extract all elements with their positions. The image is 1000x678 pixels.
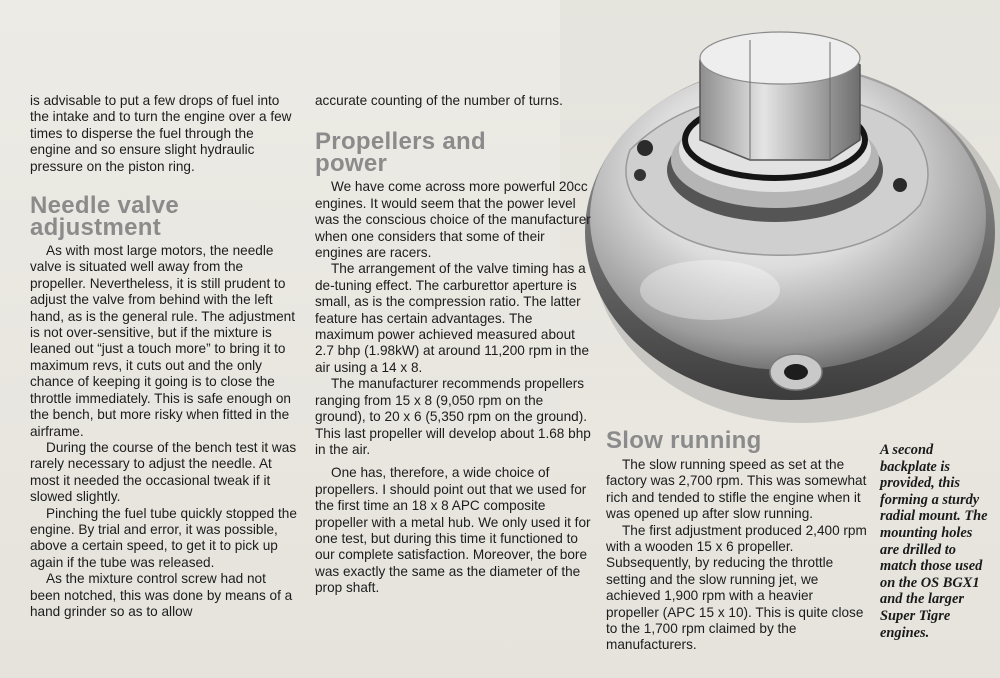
paragraph: The arrangement of the valve timing has a de-tuning effect. The carburettor aperture is small, as is the compression ratio. The latter feature has certain advantages. The maximum power achieved measured about 2.7 bhp (1.98kW) at around 11,200 rpm in the air using a 14 x 8.	[315, 261, 590, 375]
paragraph: One has, therefore, a wide choice of propellers. I should point out that we used for the first time an 18 x 8 APC composite propeller with a metal hub. We only used it for one test, but during this time it functioned to our complete satisfaction. Moreover, the bore was exactly the same as the diameter of the prop shaft.	[315, 465, 591, 596]
paragraph: We have come across more powerful 20cc engines. It would seem that the power level was the conscious choice of the manufacturer when one considers that some of their engines are racers.	[315, 179, 591, 261]
text-column-2	[315, 93, 595, 597]
photo-caption: A second backplate is provided, this forming a sturdy radial mount. The mounting holes are drilled to match those used on the OS BGX1 and the larger Super Tigre engines.	[880, 442, 988, 641]
paragraph: The slow running speed as set at the factory was 2,700 rpm. This was somewhat rich and tended to stifle the engine when it was opened up after slow running.	[606, 457, 867, 522]
mounting-hole	[893, 178, 907, 192]
mounting-hole	[637, 140, 653, 156]
paragraph: As the mixture control screw had not been notched, this was done by means of a hand grinder so as to allow	[30, 571, 293, 619]
text-column-3	[606, 427, 868, 654]
paragraph: The first adjustment produced 2,400 rpm with a wooden 15 x 6 propeller. Subsequently, by reducing the throttle setting and the slow running jet, we achieved 1,900 rpm with a heavier propeller (APC 15 x 10). This is quite close to the 1,700 rpm claimed by the manufacturers.	[606, 522, 867, 653]
text-column-1	[30, 93, 298, 620]
heading-needle-valve: Needle valve adjustment	[30, 192, 180, 242]
paragraph: The manufacturer recommends propellers ranging from 15 x 8 (9,050 rpm on the ground), to 20 x 6 (5,350 rpm on the ground). This last propeller will develop about 1.68 bhp in the air.	[315, 376, 591, 457]
paragraph: is advisable to put a few drops of fuel into the intake and to turn the engine over a few times to disperse the fuel through the engine and so ensure slight hydraulic pressure on the piston ring.	[30, 93, 292, 174]
backplate-photo	[560, 0, 1000, 440]
mounting-hole	[634, 169, 646, 181]
paragraph: During the course of the bench test it was rarely necessary to adjust the needle. At most it needed the occasional tweak if it slowed slightly.	[30, 439, 297, 505]
heading-slow-running: Slow running	[606, 427, 762, 454]
paragraph: accurate counting of the number of turns.	[315, 93, 563, 108]
paragraph: As with most large motors, the needle valve is situated well away from the propeller. Nevertheless, it is still prudent to adjust the valve from behind with the left hand, as is the general rule. The adjustment is not over-sensitive, but if the mixture is leaned out “just a touch more” to bring it to maximum revs, it cuts out and the only chance of keeping it going is to close the throttle immediately. This is safe enough on the bench, but more risky when fitted in the airframe.	[30, 243, 295, 439]
paragraph: Pinching the fuel tube quickly stopped the engine. By trial and error, it was possible, above a certain speed, to get it to pick up again if the tube was released.	[30, 505, 297, 570]
heading-propellers-power: Propellers and power	[315, 128, 486, 178]
